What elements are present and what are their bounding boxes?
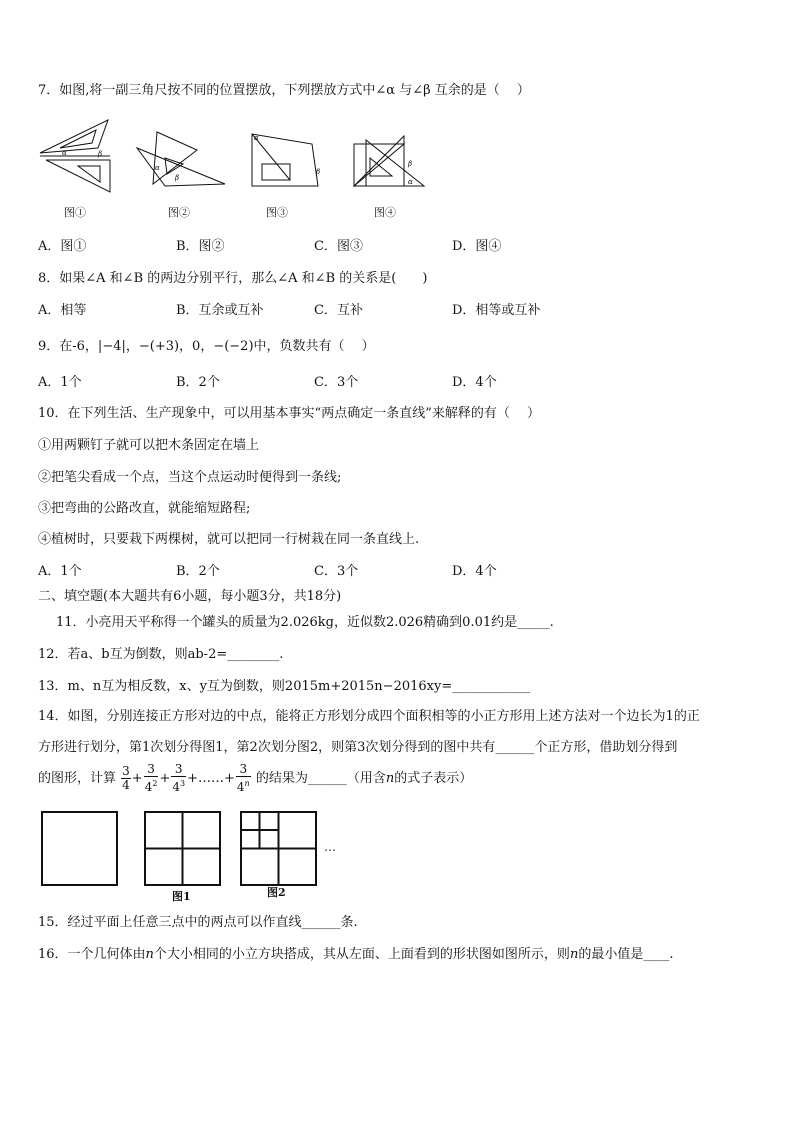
variable-n: n: [569, 947, 579, 962]
q7-figure-1: [38, 118, 118, 196]
q8-option-d[interactable]: D．相等或互补: [452, 303, 541, 318]
fraction-term-n: $\frac{3}{4^n}$: [236, 762, 250, 794]
variable-n: n: [145, 947, 154, 962]
q7-figure-3: [250, 130, 328, 190]
q14-text-after: 的结果为______（用含: [255, 771, 386, 786]
beta-label: β: [408, 160, 413, 168]
q14-line-2: 方形进行划分，第1次划分得图1，第2次划分图2，则第3次划分得到的图中共有______个正方形，借助划分得到: [38, 740, 678, 755]
q10-option-a[interactable]: A．1个: [38, 564, 82, 579]
q8-option-b[interactable]: B．互余或互补: [176, 303, 264, 318]
q10-item-2: ②把笔尖看成一个点，当这个点运动时便得到一条线;: [38, 470, 342, 485]
triangle-ruler-inner: [78, 166, 100, 182]
figure-caption-1: 图①: [64, 206, 86, 219]
alpha-label: α: [155, 164, 160, 172]
alpha-label: α: [254, 134, 259, 142]
plus-sign: +: [131, 771, 143, 786]
q14-text-end: 的式子表示）: [394, 771, 473, 786]
q8-option-c[interactable]: C．互补: [314, 303, 363, 318]
q14-text-before: 的图形，计算: [38, 771, 117, 786]
triangle-ruler-inner: [60, 130, 96, 148]
q7-figure-2: [135, 128, 231, 190]
q14-square-figure-2: [239, 810, 319, 888]
q11-stem: 11．小亮用天平称得一个罐头的质量为2.026kg，近似数2.026精确到0.01约是_____.: [56, 615, 554, 630]
q14-line-3: [38, 762, 472, 796]
figure-label-2: 图2: [267, 886, 286, 899]
triangle-ruler: [40, 120, 108, 153]
beta-label: β: [98, 150, 103, 158]
q7-figure-4: [352, 130, 428, 190]
q10-item-3: ③把弯曲的公路改直，就能缩短路程;: [38, 501, 251, 516]
alpha-label: α: [62, 149, 67, 157]
ellipsis-dots: ……: [197, 771, 224, 786]
variable-n: n: [385, 771, 395, 786]
triangle-ruler-inner: [262, 164, 290, 180]
q10-option-b[interactable]: B．2个: [176, 564, 220, 579]
q9-option-c[interactable]: C．3个: [314, 375, 359, 390]
fraction-term-1: $\frac{3}{4}$: [122, 764, 130, 792]
plus-sign: +: [223, 771, 235, 786]
plus-sign: +: [187, 771, 198, 786]
q14-square-figure-1: [143, 810, 223, 888]
beta-label: β: [316, 168, 321, 176]
figure-caption-2: 图②: [168, 206, 190, 219]
figure-caption-4: 图④: [374, 206, 396, 219]
section-heading: 二、填空题(本大题共有6小题，每小题3分，共18分): [38, 589, 342, 604]
figure-caption-3: 图③: [266, 206, 288, 219]
continuation-ellipsis: …: [324, 840, 336, 854]
beta-label: β: [175, 174, 180, 182]
q13-stem: 13．m、n互为相反数，x、y互为倒数，则2015m+2015n−2016xy=____________: [38, 679, 531, 694]
q10-option-c[interactable]: C．3个: [314, 564, 359, 579]
q7-stem: 7．如图,将一副三角尺按不同的位置摆放，下列摆放方式中∠α 与∠β 互余的是（ ）: [38, 83, 530, 98]
q7-option-c[interactable]: C．图③: [314, 239, 363, 254]
q7-option-a[interactable]: A．图①: [38, 239, 87, 254]
q14-line-1: 14．如图，分别连接正方形对边的中点，能将正方形划分成四个面积相等的小正方形用上述方法对一个边长为1的正: [38, 709, 700, 724]
q7-option-d[interactable]: D．图④: [452, 239, 502, 254]
q9-option-d[interactable]: D．4个: [452, 375, 497, 390]
q9-stem: 9．在-6，|−4|，−(+3)，0，−(−2)中，负数共有（ ）: [38, 339, 375, 354]
q15-stem: 15．经过平面上任意三点中的两点可以作直线______条.: [38, 915, 358, 930]
q10-option-d[interactable]: D．4个: [452, 564, 497, 579]
q8-stem: 8．如果∠A 和∠B 的两边分别平行，那么∠A 和∠B 的关系是( ): [38, 271, 428, 286]
q9-option-a[interactable]: A．1个: [38, 375, 82, 390]
triangle-ruler: [366, 140, 424, 186]
q12-stem: 12．若a、b互为倒数，则ab-2=________.: [38, 647, 284, 662]
q10-item-4: ④植树时，只要栽下两棵树，就可以把同一行树栽在同一条直线上.: [38, 532, 420, 547]
q7-option-b[interactable]: B．图②: [176, 239, 225, 254]
triangle-ruler: [137, 148, 225, 186]
plus-sign: +: [159, 771, 171, 786]
q14-square-original: [40, 810, 120, 888]
q10-item-1: ①用两颗钉子就可以把木条固定在墙上: [38, 438, 260, 453]
q16-stem: 16．一个几何体由n个大小相同的小立方块搭成，其从左面、上面看到的形状图如图所示，则n的最小值是____.: [38, 947, 674, 962]
q8-option-a[interactable]: A．相等: [38, 303, 87, 318]
alpha-label: α: [408, 178, 413, 186]
fraction-term-2: $\frac{3}{4^2}$: [144, 762, 158, 794]
figure-label-1: 图1: [172, 890, 191, 903]
q10-stem: 10．在下列生活、生产现象中，可以用基本事实“两点确定一条直线”来解释的有（ ）: [38, 406, 540, 421]
q9-option-b[interactable]: B．2个: [176, 375, 220, 390]
fraction-term-3: $\frac{3}{4^3}$: [172, 762, 186, 794]
